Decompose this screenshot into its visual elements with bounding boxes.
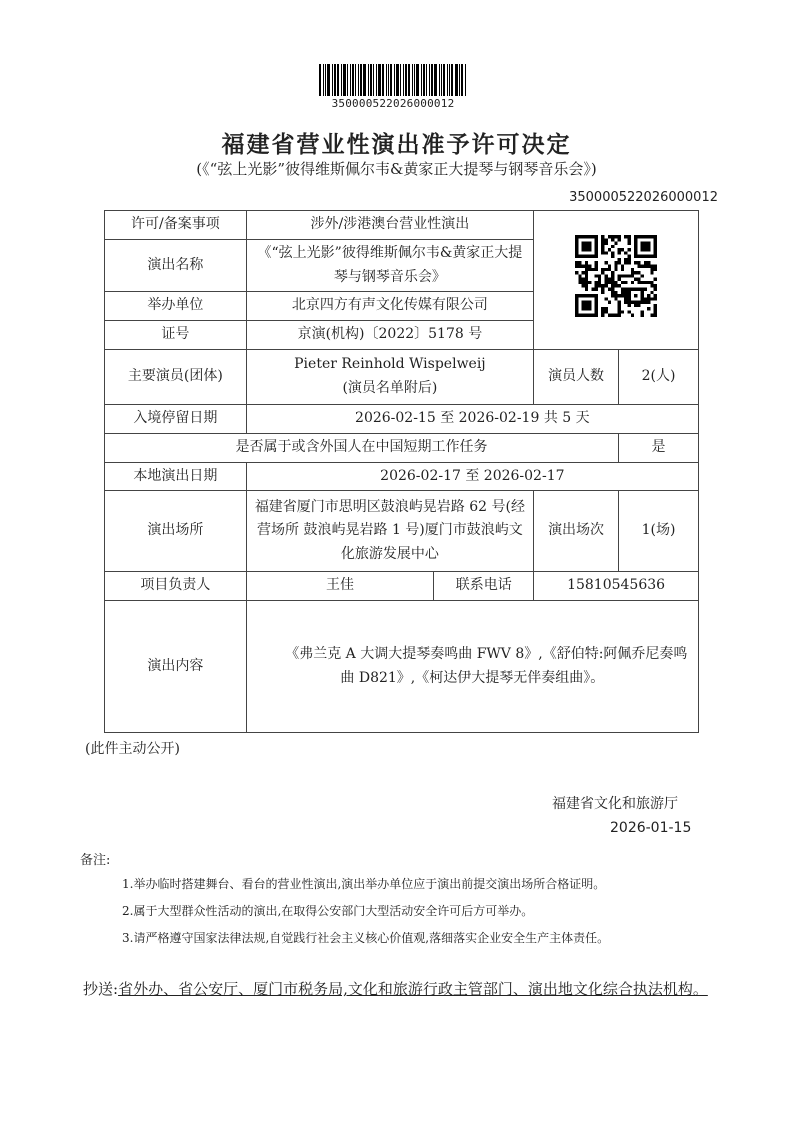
qr-code xyxy=(575,235,657,317)
manager-value: 王佳 xyxy=(246,572,434,601)
venue-label: 演出场所 xyxy=(105,491,247,572)
copy-to-list: 省外办、省公安厅、厦门市税务局,文化和旅游行政主管部门、演出地文化综合执法机构。 xyxy=(118,980,708,998)
row-venue xyxy=(105,491,699,572)
license-type-value: 涉外/涉港澳台营业性演出 xyxy=(246,211,533,240)
row-local-date xyxy=(105,462,699,491)
performer-note: (演员名单附后) xyxy=(342,379,438,396)
barcode-bars xyxy=(313,64,473,96)
issuer: 福建省文化和旅游厅 xyxy=(552,796,678,812)
document-title: 福建省营业性演出准予许可决定 xyxy=(221,132,572,158)
row-license-type xyxy=(105,211,699,240)
phone-value: 15810545636 xyxy=(534,572,699,601)
content-value: 《弗兰克 A 大调大提琴奏鸣曲 FWV 8》,《舒伯特:阿佩乔尼奏鸣曲 D821》,《柯达伊大提琴无伴奏组曲》。 xyxy=(246,601,698,733)
row-foreign-work xyxy=(105,433,699,462)
document-number: 350000522026000012 xyxy=(569,190,718,205)
cert-value: 京演(机构)〔2022〕5178 号 xyxy=(246,321,533,350)
content-label: 演出内容 xyxy=(105,601,247,733)
manager-label: 项目负责人 xyxy=(105,572,247,601)
row-content xyxy=(105,601,699,733)
performer-cell xyxy=(246,349,533,404)
row-performer xyxy=(105,349,699,404)
row-manager xyxy=(105,572,699,601)
foreign-work-value: 是 xyxy=(619,433,699,462)
local-date-value: 2026-02-17 至 2026-02-17 xyxy=(246,462,698,491)
public-note: (此件主动公开) xyxy=(85,741,180,757)
note-item: 2.属于大型群众性活动的演出,在取得公安部门大型活动安全许可后方可举办。 xyxy=(122,904,534,918)
local-date-label: 本地演出日期 xyxy=(105,462,247,491)
performer-label: 主要演员(团体) xyxy=(105,349,247,404)
performer-count-value: 2(人) xyxy=(619,349,699,404)
performer-value: Pieter Reinhold Wispelweij xyxy=(294,356,486,373)
stay-value: 2026-02-15 至 2026-02-19 共 5 天 xyxy=(246,404,698,433)
stay-label: 入境停留日期 xyxy=(105,404,247,433)
cert-label: 证号 xyxy=(105,321,247,350)
phone-label: 联系电话 xyxy=(434,572,534,601)
notes-label: 备注: xyxy=(80,853,111,868)
license-type-label: 许可/备案事项 xyxy=(105,211,247,240)
venue-value: 福建省厦门市思明区鼓浪屿晃岩路 62 号(经营场所 鼓浪屿晃岩路 1 号)厦门市鼓浪屿文化旅游发展中心 xyxy=(246,491,533,572)
document-subtitle: (《“弦上光影”彼得维斯佩尔韦&黄家正大提琴与钢琴音乐会》) xyxy=(196,160,597,178)
performer-count-label: 演员人数 xyxy=(534,349,619,404)
foreign-work-label: 是否属于或含外国人在中国短期工作任务 xyxy=(105,433,619,462)
sessions-value: 1(场) xyxy=(619,491,699,572)
sessions-label: 演出场次 xyxy=(534,491,619,572)
note-item: 3.请严格遵守国家法律法规,自觉践行社会主义核心价值观,落细落实企业安全生产主体责任。 xyxy=(122,931,610,945)
note-item: 1.举办临时搭建舞台、看台的营业性演出,演出举办单位应于演出前提交演出场所合格证明。 xyxy=(122,877,606,891)
issue-date: 2026-01-15 xyxy=(610,820,692,836)
row-stay xyxy=(105,404,699,433)
organizer-label: 举办单位 xyxy=(105,292,247,321)
barcode-number: 350000522026000012 xyxy=(331,97,455,110)
qr-code-cell xyxy=(534,211,699,350)
license-table xyxy=(104,210,699,733)
show-name-value: 《“弦上光影”彼得维斯佩尔韦&黄家正大提琴与钢琴音乐会》 xyxy=(246,239,533,292)
barcode xyxy=(313,64,473,110)
organizer-value: 北京四方有声文化传媒有限公司 xyxy=(246,292,533,321)
copy-to xyxy=(83,976,723,1002)
show-name-label: 演出名称 xyxy=(105,239,247,292)
copy-to-label: 抄送: xyxy=(83,980,119,998)
